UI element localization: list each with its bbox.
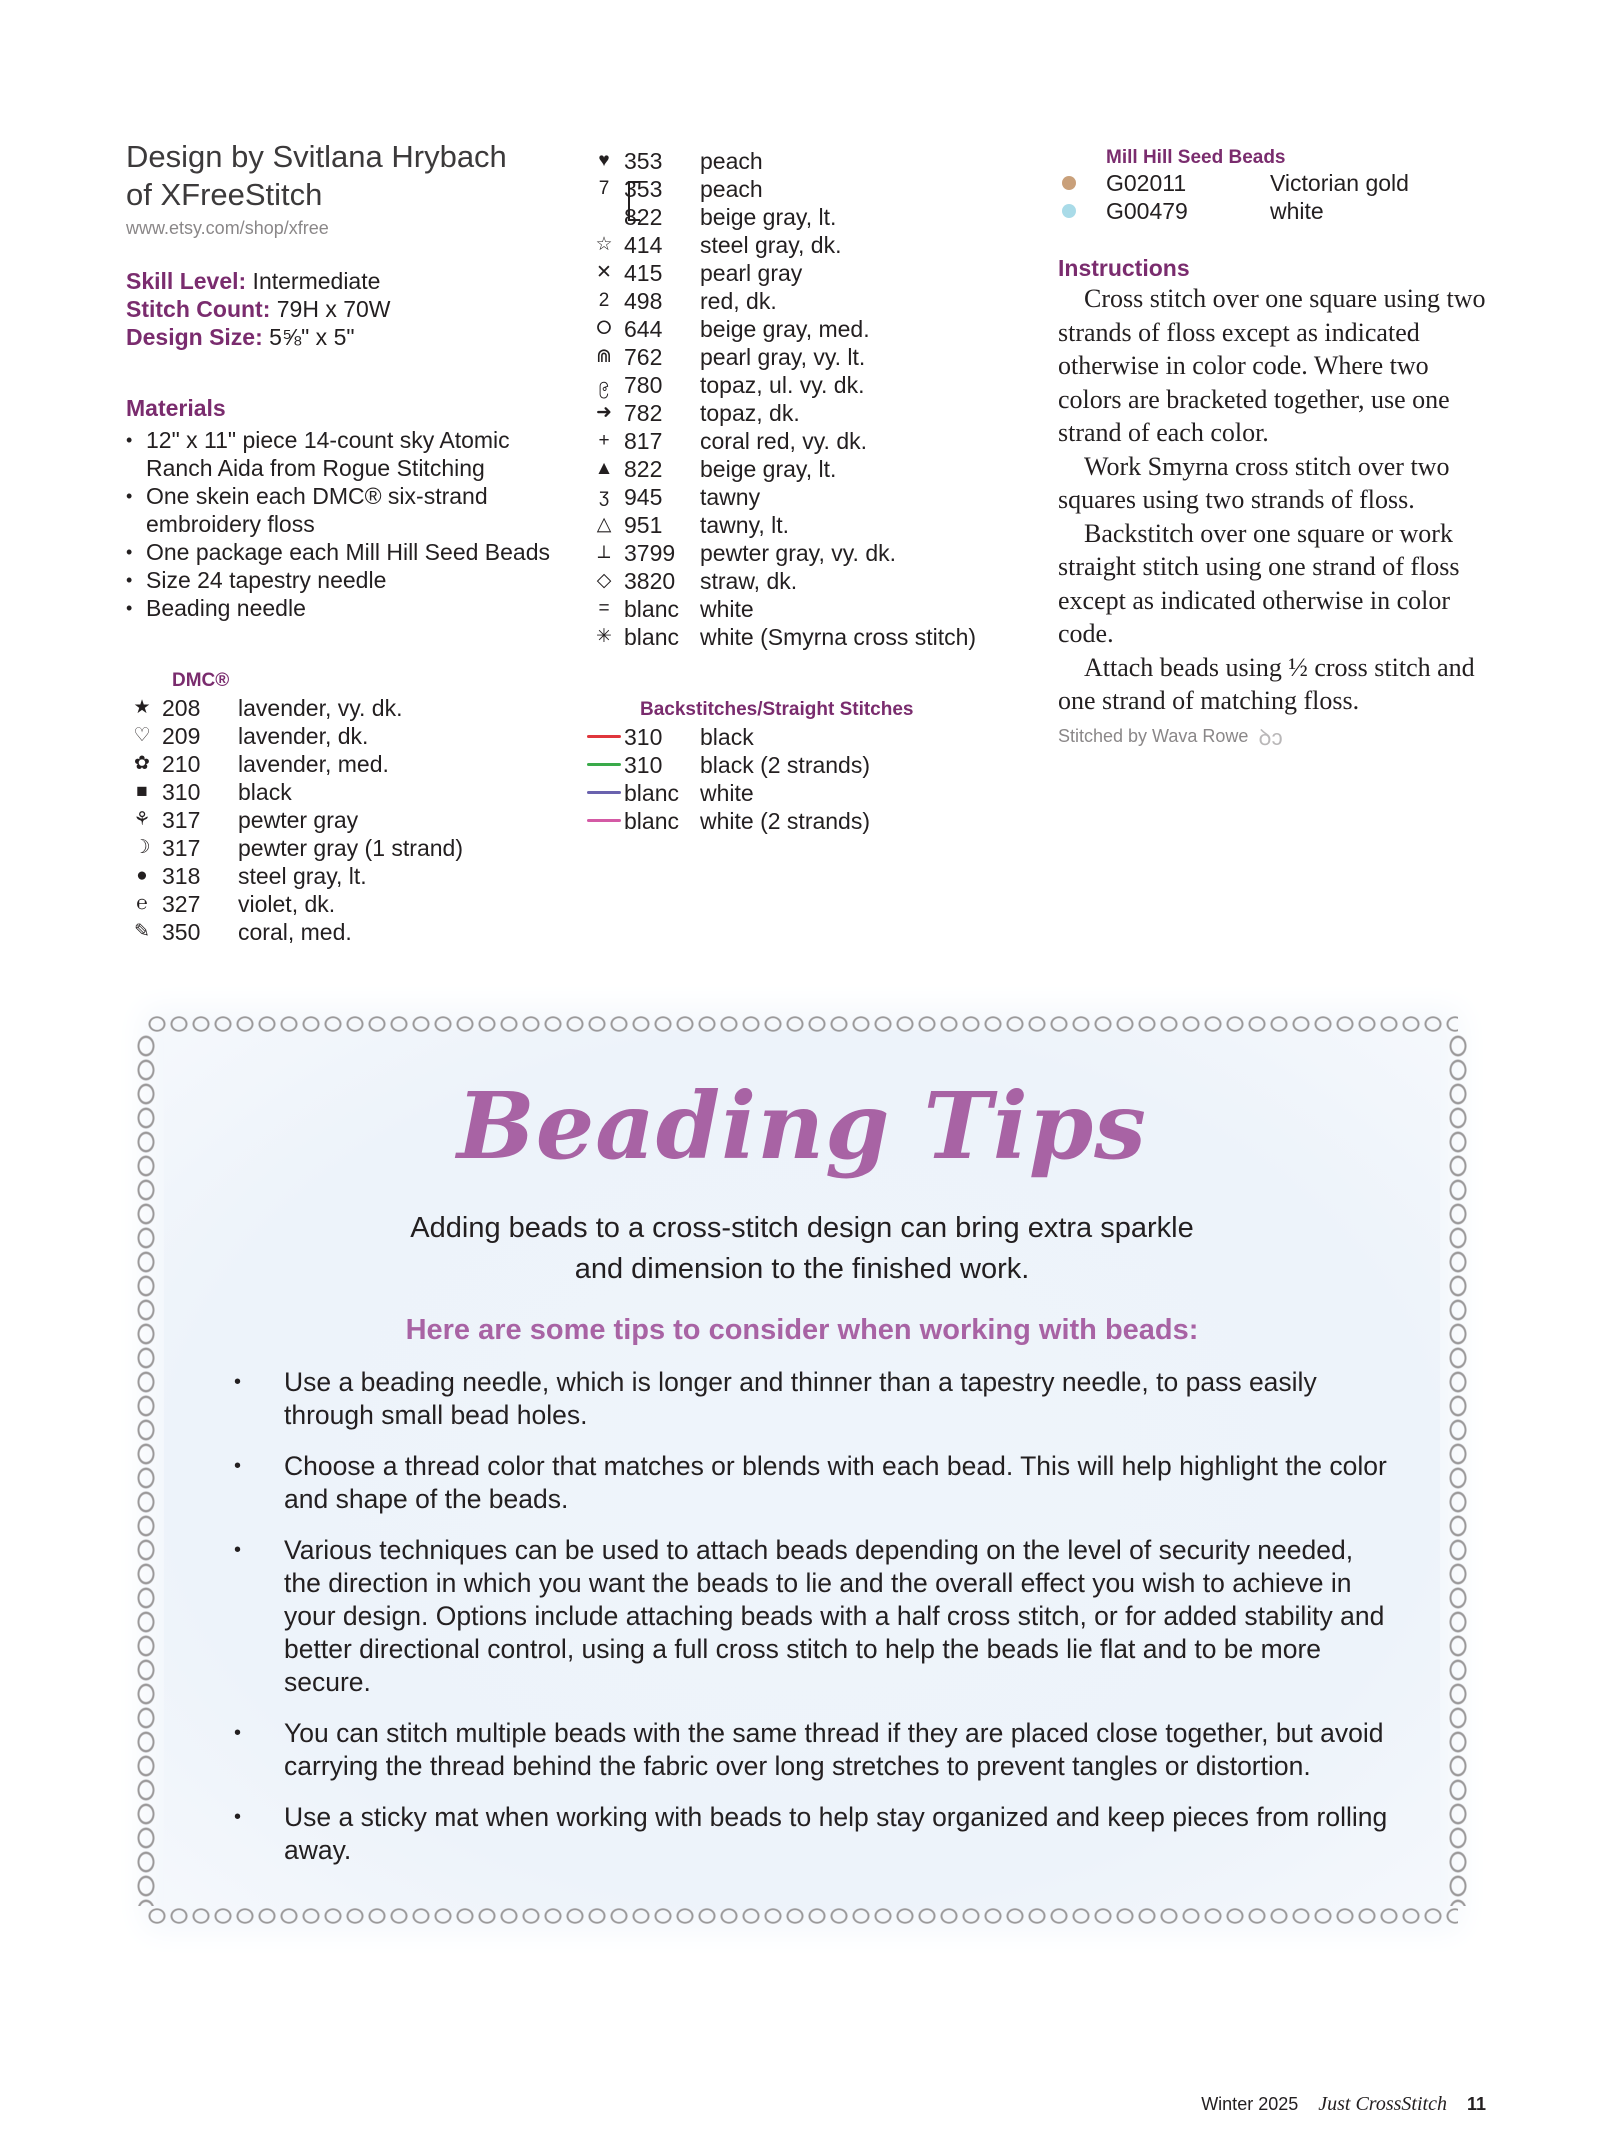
floss-symbol-icon: ℮ [136,893,148,914]
floss-name: topaz, dk. [700,399,800,426]
floss-row [584,483,1024,511]
designer-url[interactable]: www.etsy.com/shop/xfree [126,218,329,238]
floss-name: straw, dk. [700,567,798,594]
floss-name: white (Smyrna cross stitch) [700,623,977,650]
floss-symbol-icon: ✿ [134,753,150,774]
floss-row [584,371,1024,399]
floss-row [584,511,1024,539]
floss-name: topaz, ul. vy. dk. [700,371,865,398]
stitcher-credit [1058,722,1498,752]
floss-name: tawny [700,483,761,510]
floss-row [584,175,1024,203]
materials-item: • One skein each DMC® six-strand embroidery floss [126,482,566,538]
instructions-p4: Attach beads using ½ cross stitch and one strand of matching floss. [1058,652,1475,715]
floss-row [122,722,562,750]
instructions-p2: Work Smyrna cross stitch over two squares using two strands of floss. [1058,451,1450,514]
floss-symbol-icon: ʒ [598,486,610,507]
floss-symbol-icon: ◇ [596,570,612,591]
bead-chain-bottom [146,1902,1458,1930]
floss-row [122,890,562,918]
backstitch-number: 310 [624,751,663,778]
floss-number: 209 [162,722,201,749]
page-footer [1201,2093,1486,2116]
floss-symbol-icon: ⟂ [597,542,611,563]
floss-number: 415 [624,259,663,286]
floss-row [584,231,1024,259]
floss-symbol-icon: ⭘ [596,318,612,339]
stitch-count: Stitch Count: 79H x 70W [126,296,391,322]
floss-number: 350 [162,918,201,945]
floss-number: 762 [624,343,663,370]
floss-number: 945 [624,483,663,510]
backstitch-row [584,807,1024,835]
issue-label: Winter 2025 [1201,2094,1299,2114]
floss-symbol-icon: ♡ [133,725,151,746]
bead-chain-top [146,1010,1458,1038]
materials-item: • 12" x 11" piece 14-count sky Atomic Ranch Aida from Rogue Stitching [126,426,566,482]
backstitch-name: black [700,723,754,750]
floss-name: lavender, med. [238,750,389,777]
materials-list [126,426,566,622]
floss-name: beige gray, lt. [700,203,837,230]
backstitch-number: blanc [624,807,679,834]
credit-text: Stitched by Wava Rowe [1058,726,1249,746]
floss-symbol-icon: ✎ [134,921,150,942]
backstitch-name: black (2 strands) [700,751,871,778]
floss-symbol-icon: ➜ [596,402,612,423]
floss-row [584,623,1024,651]
instructions-body [1058,282,1498,718]
line-swatch [587,735,621,738]
bead-dot-icon [1062,204,1076,218]
floss-row [584,567,1024,595]
materials-item: • Beading needle [126,594,566,622]
floss-name: pewter gray [238,806,359,833]
floss-symbol-icon: ⋒ [596,346,612,367]
floss-name: pearl gray, vy. lt. [700,343,866,370]
floss-symbol-icon: ▲ [594,458,614,479]
swirl-logo-icon: ꝺↄ [1258,724,1283,750]
floss-row [584,203,1024,231]
dmc-title: DMC® [172,670,230,691]
floss-number: 822 [624,203,663,230]
floss-symbol-icon: ♥ [598,150,610,171]
tip-item: • Use a beading needle, which is longer and thinner than a tapestry needle, to pass easily through small bead holes. [234,1366,1394,1432]
floss-name: peach [700,175,763,202]
bead-name: white [1270,197,1324,224]
beading-tips-box [134,1010,1470,1930]
floss-symbol-icon: △ [596,514,612,535]
floss-row [122,918,562,946]
floss-name: beige gray, lt. [700,455,837,482]
floss-symbol-icon: ● [136,865,148,886]
backstitch-number: 310 [624,723,663,750]
tips-subtitle: Here are some tips to consider when working with beads: [405,1314,1199,1346]
floss-name: coral red, vy. dk. [700,427,868,454]
floss-row [584,259,1024,287]
floss-number: 817 [624,427,663,454]
materials-item: • Size 24 tapestry needle [126,566,566,594]
floss-symbol-icon: ✕ [596,262,612,283]
floss-number: 3820 [624,567,676,594]
page-number: 11 [1466,2094,1486,2114]
floss-number: 3799 [624,539,676,566]
bead-row [1058,169,1498,197]
instructions-p3: Backstitch over one square or work straight stitch using one strand of floss except as indicated otherwise in color code. [1058,518,1460,648]
floss-number: 822 [624,455,663,482]
design-size: Design Size: 5⅝" x 5" [126,324,355,350]
bead-row [1058,197,1498,225]
bead-dot-icon [1062,176,1076,190]
tips-intro: Adding beads to a cross-stitch design can bring extra sparkle and dimension to the finished work. [410,1212,1194,1285]
floss-name: beige gray, med. [700,315,870,342]
backstitch-row [584,723,1024,751]
floss-row [584,147,1024,175]
floss-symbol-icon: ★ [133,697,151,718]
color-bracket [628,181,640,221]
floss-symbol-icon: ⚘ [133,809,151,830]
floss-symbol-icon: ☽ [133,837,151,858]
designer-shop: of XFreeStitch [126,177,323,212]
backstitch-name: white [700,779,754,806]
floss-number: 208 [162,694,201,721]
floss-symbol-icon: + [598,430,610,451]
tip-item: • Choose a thread color that matches or blends with each bead. This will help highlight the color and shape of the beads. [234,1450,1394,1516]
floss-name: white [700,595,754,622]
floss-symbol-icon: ✳ [596,626,612,647]
floss-number: 317 [162,806,201,833]
magazine-name: Just CrossStitch [1318,2093,1447,2115]
backstitch-line-icon [584,751,624,779]
backstitch-number: blanc [624,779,679,806]
floss-number: 318 [162,862,201,889]
left-column [126,138,566,946]
floss-name: coral, med. [238,918,352,945]
floss-number: 414 [624,231,663,258]
floss-number: 310 [162,778,201,805]
floss-row [122,834,562,862]
floss-name: violet, dk. [238,890,336,917]
floss-number: 951 [624,511,663,538]
floss-name: peach [700,147,763,174]
floss-symbol-icon: ☆ [595,234,613,255]
bead-list [1058,169,1498,225]
backstitch-list [584,723,1024,835]
floss-number: 780 [624,371,663,398]
floss-row [584,595,1024,623]
floss-number: 782 [624,399,663,426]
backstitch-row [584,779,1024,807]
materials-title: Materials [126,395,226,421]
middle-column [584,147,1024,835]
floss-name: red, dk. [700,287,777,314]
instructions-title: Instructions [1058,255,1190,281]
floss-name: lavender, vy. dk. [238,694,403,721]
floss-row [584,287,1024,315]
line-swatch [587,791,621,794]
floss-name: steel gray, dk. [700,231,842,258]
design-meta [126,267,566,351]
floss-row [122,778,562,806]
floss-name: black [238,778,292,805]
floss-name: pearl gray [700,259,803,286]
materials-item: • One package each Mill Hill Seed Beads [126,538,566,566]
floss-symbol-icon: ■ [136,781,148,802]
floss-row [584,427,1024,455]
tip-item: • Various techniques can be used to attach beads depending on the level of security needed, the direction in which you want the beads to lie and the overall effect you wish to achieve in your design. Options include attaching beads with a half cross stitch, or for added stability and better directional control, using a full cross stitch to help the beads lie flat and to be more secure. [234,1534,1394,1699]
floss-symbol-icon: 2 [598,290,610,311]
backstitch-line-icon [584,807,624,835]
dmc-list-col1 [122,670,562,946]
floss-number: 317 [162,834,201,861]
floss-name: pewter gray (1 strand) [238,834,463,861]
floss-number: 644 [624,315,663,342]
backstitch-row [584,751,1024,779]
floss-row [584,455,1024,483]
floss-row [122,806,562,834]
backstitch-title: Backstitches/Straight Stitches [640,699,914,720]
floss-row [122,694,562,722]
floss-number: 498 [624,287,663,314]
floss-number: blanc [624,595,679,622]
floss-number: blanc [624,623,679,650]
bead-code: G02011 [1106,169,1187,196]
floss-row [122,862,562,890]
beads-title: Mill Hill Seed Beads [1106,147,1286,168]
floss-number: 353 [624,175,663,202]
floss-number: 210 [162,750,201,777]
floss-name: pewter gray, vy. dk. [700,539,896,566]
floss-row [122,750,562,778]
right-column [1058,147,1498,752]
bead-code: G00479 [1106,197,1188,224]
floss-row [584,343,1024,371]
floss-number: 353 [624,147,663,174]
floss-name: tawny, lt. [700,511,790,538]
instructions-p1: Cross stitch over one square using two strands of floss except as indicated otherwise in color code. Where two colors are bracketed together, use one strand of each color. [1058,284,1486,447]
tip-item: • You can stitch multiple beads with the same thread if they are placed close together, but avoid carrying the thread behind the fabric over long stretches to prevent tangles or distortion. [234,1717,1394,1783]
floss-symbol-icon: ၉ [598,374,610,395]
floss-number: 327 [162,890,201,917]
designer-name: Design by Svitlana Hrybach [126,139,507,174]
floss-name: steel gray, lt. [238,862,367,889]
floss-row [584,315,1024,343]
bead-name: Victorian gold [1270,169,1409,196]
skill-level: Skill Level: Intermediate [126,268,381,294]
backstitch-line-icon [584,779,624,807]
floss-name: lavender, dk. [238,722,369,749]
floss-row [584,539,1024,567]
line-swatch [587,763,621,766]
backstitch-name: white (2 strands) [700,807,871,834]
floss-symbol-icon: 7 [598,178,610,199]
floss-symbol-icon: = [598,598,610,619]
tips-title: Beading Tips [457,1072,1147,1180]
line-swatch [587,819,621,822]
dmc-list-col2 [584,147,1024,651]
tip-item: • Use a sticky mat when working with beads to help stay organized and keep pieces from rolling away. [234,1801,1394,1867]
floss-row [584,399,1024,427]
tips-list [234,1366,1394,1885]
backstitch-line-icon [584,723,624,751]
